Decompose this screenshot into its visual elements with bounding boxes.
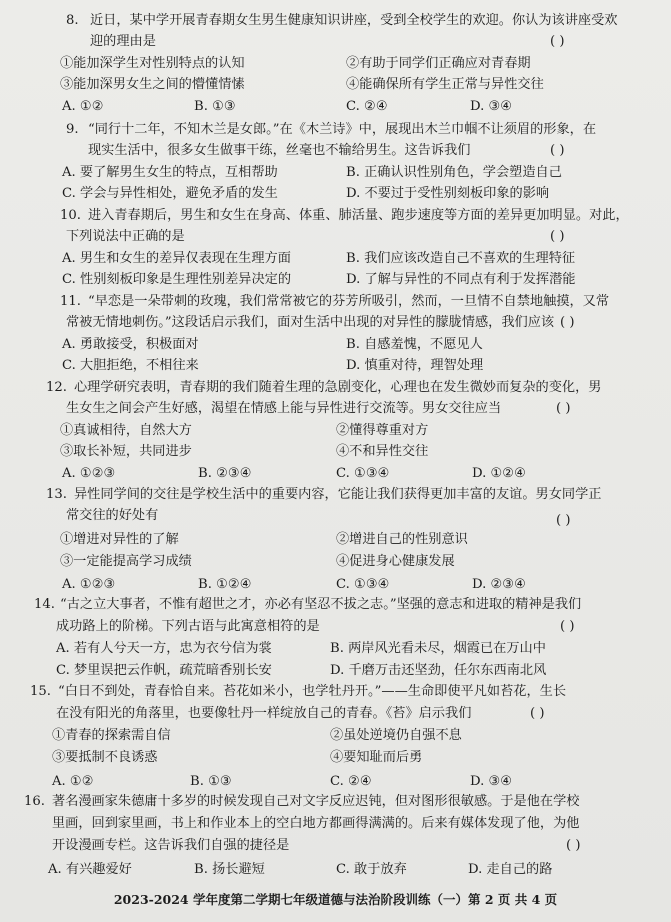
- option-b: B. 扬长避短: [194, 862, 265, 877]
- stem-line-1: “同行十二年，不知木兰是女郎。”在《木兰诗》中，展现出木兰巾帼不让须眉的形象，在: [88, 122, 597, 137]
- question-number: 13.: [46, 487, 67, 502]
- answer-paren: ( ): [530, 706, 545, 721]
- question-number: 14.: [34, 597, 55, 612]
- option-a: A. 要了解男生女生的特点，互相帮助: [62, 165, 278, 180]
- statement-1: ①真诚相待，自然大方: [60, 423, 192, 438]
- statement-4: ④促进身心健康发展: [336, 554, 455, 569]
- answer-paren: ( ): [550, 143, 565, 158]
- page-footer: 2023-2024 学年度第二学期七年级道德与法治阶段训练（一）第 2 页 共 4 页: [113, 892, 558, 907]
- option-a: A. ①②③: [62, 466, 116, 481]
- question-number: 15.: [30, 684, 51, 699]
- stem-line-3: 开设漫画专栏。这告诉我们自强的捷径是: [52, 838, 290, 853]
- option-b: B. 两岸风光看未尽，烟霞已在万山中: [330, 641, 546, 656]
- stem-line-2: 在没有阳光的角落里，也要像牡丹一样绽放自己的青春。《苔》启示我们: [56, 706, 472, 721]
- option-b: B. 正确认识性别角色，学会塑造自己: [346, 165, 562, 180]
- option-d: D. 千磨万击还坚劲，任尔东西南北风: [330, 663, 547, 678]
- question-number: 8.: [66, 13, 79, 28]
- stem-line-2: 里画，回到家里画，书上和作业本上的空白地方都画得满满的。后来有媒体发现了他，为他: [52, 816, 580, 831]
- answer-paren: ( ): [556, 401, 571, 416]
- stem-line-2: 下列说法中正确的是: [66, 229, 185, 244]
- option-d: D. 不要过于受性别刻板印象的影响: [346, 186, 550, 201]
- statement-2: ②有助于同学们正确应对青春期: [346, 56, 531, 71]
- option-a: A. ①②③: [62, 577, 116, 592]
- option-a: A. 有兴趣爱好: [48, 862, 132, 877]
- question-number: 11.: [60, 294, 81, 309]
- statement-3: ③取长补短，共同进步: [60, 444, 192, 459]
- option-a: A. 若有人兮天一方，忠为衣兮信为裳: [56, 641, 272, 656]
- option-c: C. ②④: [330, 774, 372, 789]
- answer-paren: ( ): [560, 315, 575, 330]
- answer-paren: ( ): [566, 838, 581, 853]
- statement-1: ①能加深学生对性别特点的认知: [60, 56, 245, 71]
- stem-line-2: 生女生之间会产生好感，渴望在情感上能与异性进行交流等。男女交往应当: [66, 401, 502, 416]
- stem-line-2: 成功路上的阶梯。下列古语与此寓意相符的是: [56, 619, 320, 634]
- option-c: C. ②④: [346, 99, 388, 114]
- answer-paren: ( ): [560, 619, 575, 634]
- option-a: A. 男生和女生的差异仅表现在生理方面: [62, 251, 291, 266]
- statement-2: ②虽处逆境仍自强不息: [330, 728, 462, 743]
- answer-paren: ( ): [550, 34, 565, 49]
- question-number: 9.: [66, 122, 79, 137]
- stem-line-1: 近日，某中学开展青春期女生男生健康知识讲座，受到全校学生的欢迎。你认为该讲座受欢: [90, 13, 618, 28]
- option-c: C. ①③④: [336, 466, 390, 481]
- statement-1: ①增进对异性的了解: [60, 532, 179, 547]
- option-d: D. 了解与异性的不同点有利于发挥潜能: [346, 272, 576, 287]
- stem-line-1: 异性同学间的交往是学校生活中的重要内容，它能让我们获得更加丰富的友谊。男女同学正: [74, 487, 602, 502]
- statement-2: ②懂得尊重对方: [336, 423, 429, 438]
- option-d: D. ①②④: [472, 466, 526, 481]
- option-b: B. ①③: [194, 99, 236, 114]
- stem-line-1: 心理学研究表明，青春期的我们随着生理的急剧变化，心理也在发生微妙而复杂的变化，男: [74, 380, 602, 395]
- answer-paren: ( ): [550, 229, 565, 244]
- option-c: C. 敢于放弃: [336, 862, 407, 877]
- stem-line-1: 进入青春期后，男生和女生在身高、体重、肺活量、跑步速度等方面的差异更加明显。对此，: [88, 208, 629, 223]
- statement-4: ④要知耻而后勇: [330, 750, 423, 765]
- stem-line-2: 常交往的好处有: [66, 508, 159, 523]
- option-b: B. ②③④: [198, 466, 252, 481]
- option-c: C. ①③④: [336, 577, 390, 592]
- stem-line-1: “古之立大事者，不惟有超世之才，亦必有坚忍不拔之志。”坚强的意志和进取的精神是我们: [60, 597, 582, 612]
- answer-paren: ( ): [556, 513, 571, 528]
- option-d: D. ③④: [470, 99, 513, 114]
- option-c: C. 学会与异性相处，避免矛盾的发生: [62, 186, 278, 201]
- option-a: A. ①②: [52, 774, 94, 789]
- option-b: B. ①②④: [198, 577, 252, 592]
- statement-3: ③一定能提高学习成绩: [60, 554, 192, 569]
- stem-line-2: 常被无情地刺伤。”这段话启示我们，面对生活中出现的对异性的朦胧情感，我们应该: [66, 315, 555, 330]
- question-number: 12.: [46, 380, 67, 395]
- stem-line-1: “白日不到处，青春恰自来。苔花如米小，也学牡丹开。”——生命即使平凡如苔花，生长: [58, 684, 567, 699]
- option-a: A. 勇敢接受，积极面对: [62, 337, 199, 352]
- statement-4: ④不和异性交往: [336, 444, 429, 459]
- stem-line-1: “早恋是一朵带刺的玫瑰，我们常常被它的芬芳所吸引，然而，一旦情不自禁地触摸，又常: [88, 294, 610, 309]
- option-d: D. 慎重对待，理智处理: [346, 358, 484, 373]
- option-c: C. 性别刻板印象是生理性别差异决定的: [62, 272, 292, 287]
- question-number: 16.: [24, 794, 45, 809]
- statement-4: ④能确保所有学生正常与异性交往: [346, 77, 544, 92]
- option-c: C. 梦里误把云作帆，疏荒暗香别长安: [56, 663, 272, 678]
- statement-2: ②增进自己的性别意识: [336, 532, 468, 547]
- question-number: 10.: [60, 208, 81, 223]
- option-a: A. ①②: [62, 99, 104, 114]
- option-b: B. ①③: [190, 774, 232, 789]
- option-b: B. 我们应该改造自己不喜欢的生理特征: [346, 251, 576, 266]
- statement-3: ③能加深男女生之间的懵懂情愫: [60, 77, 245, 92]
- statement-1: ①青春的探索需自信: [52, 728, 171, 743]
- option-d: D. ③④: [470, 774, 513, 789]
- statement-3: ③要抵制不良诱惑: [52, 750, 158, 765]
- option-d: D. ②③④: [472, 577, 526, 592]
- option-c: C. 大胆拒绝，不相往来: [62, 358, 199, 373]
- option-b: B. 自感羞愧，不愿见人: [346, 337, 483, 352]
- stem-line-2: 现实生活中，很多女生做事干练，丝毫也不输给男生。这告诉我们: [88, 143, 471, 158]
- option-d: D. 走自己的路: [468, 862, 553, 877]
- stem-line-2: 迎的理由是: [90, 34, 156, 49]
- stem-line-1: 著名漫画家朱德庸十多岁的时候发现自己对文字反应迟钝，但对图形很敏感。于是他在学校: [52, 794, 580, 809]
